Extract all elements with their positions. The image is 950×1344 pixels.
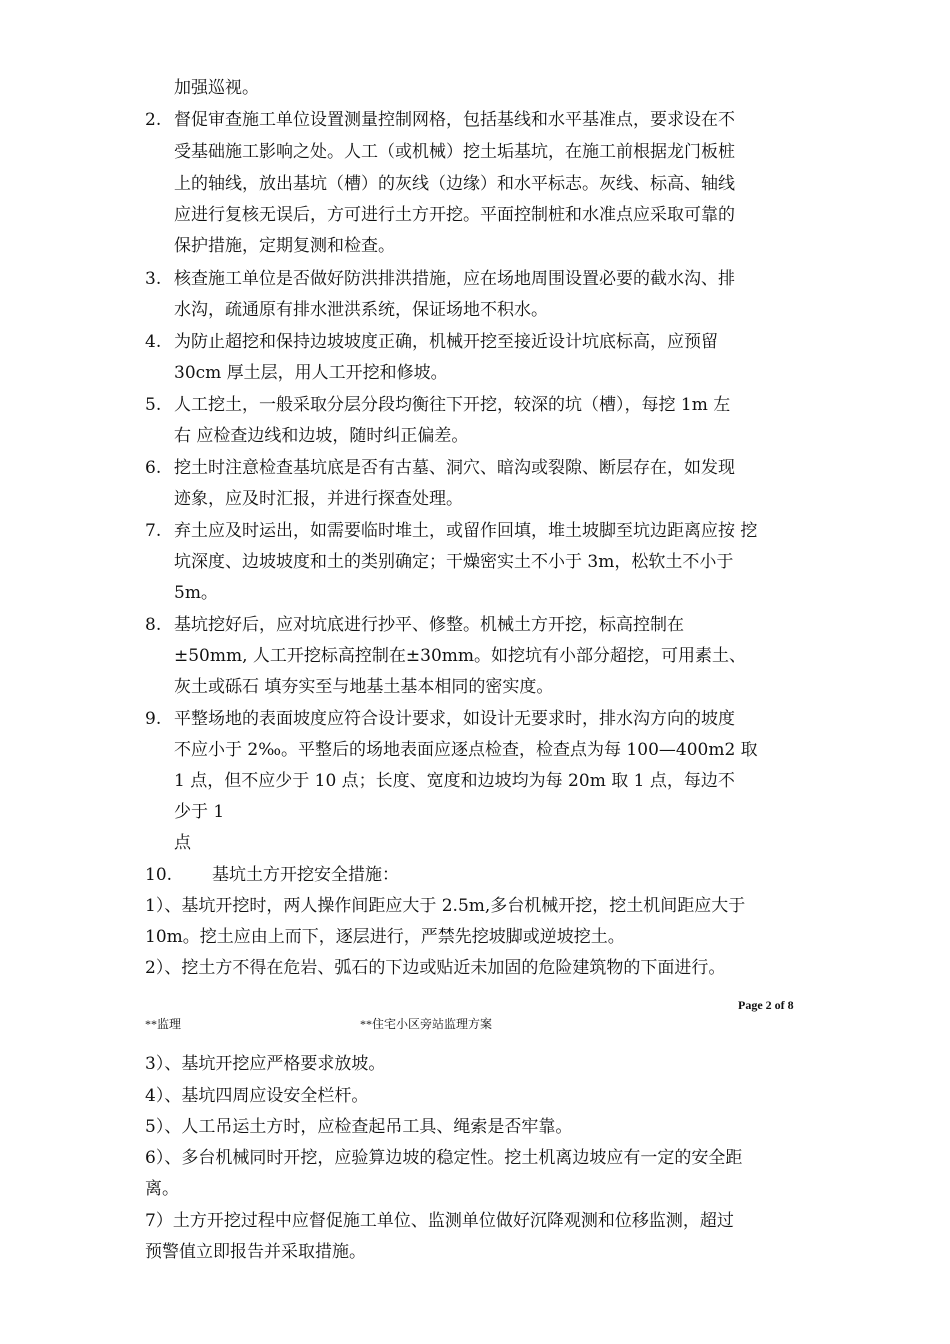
sub-item-line: 1）、基坑开挖时，两人操作间距应大于 2.5m,多台机械开挖，挖土机间距应大于 <box>145 896 746 916</box>
item-number: 6. <box>145 458 162 478</box>
item-line: ±50mm, 人工开挖标高控制在±30mm。如挖坑有小部分超挖，可用素土、 <box>174 646 747 666</box>
sub-item-line: 10m。挖土应由上而下，逐层进行，严禁先挖坡脚或逆坡挖土。 <box>145 927 625 947</box>
item-line: 平整场地的表面坡度应符合设计要求，如设计无要求时，排水沟方向的坡度 <box>174 709 735 729</box>
item-line: 右 应检查边线和边坡，随时纠正偏差。 <box>174 426 469 446</box>
item-line: 少于 1 <box>174 802 225 822</box>
item-number: 3. <box>145 269 162 289</box>
header-title: **住宅小区旁站监理方案 <box>360 1017 493 1031</box>
sub-item-line: 预警值立即报告并采取措施。 <box>145 1242 366 1262</box>
header-left: **监理 <box>145 1017 182 1031</box>
item-line: 点 <box>174 833 191 853</box>
item-number: 2. <box>145 110 162 130</box>
item-number: 5. <box>145 395 162 415</box>
sub-item-line: 离。 <box>145 1179 179 1199</box>
sub-item-line: 6）、多台机械同时开挖，应验算边坡的稳定性。挖土机离边坡应有一定的安全距 <box>145 1148 743 1168</box>
item-number: 9. <box>145 709 162 729</box>
item-line: 坑深度、边坡坡度和土的类别确定；干燥密实土不小于 3m，松软土不小于 <box>174 552 734 572</box>
item-number: 8. <box>145 615 162 635</box>
item-line: 上的轴线，放出基坑（槽）的灰线（边缘）和水平标志。灰线、标高、轴线 <box>174 174 735 194</box>
item-line: 挖土时注意检查基坑底是否有古墓、洞穴、暗沟或裂隙、断层存在，如发现 <box>174 458 735 478</box>
item-line: 弃土应及时运出，如需要临时堆土，或留作回填，堆土坡脚至坑边距离应按 挖 <box>174 521 758 541</box>
item-line: 人工挖土，一般采取分层分段均衡往下开挖，较深的坑（槽），每挖 1m 左 <box>174 395 731 415</box>
item-line: 基坑挖好后，应对坑底进行抄平、修整。机械土方开挖，标高控制在 <box>174 615 684 635</box>
item-line: 为防止超挖和保持边坡坡度正确，机械开挖至接近设计坑底标高，应预留 <box>174 332 718 352</box>
section-title: 基坑土方开挖安全措施： <box>212 865 399 885</box>
item-line: 督促审查施工单位设置测量控制网格，包括基线和水平基准点，要求设在不 <box>174 110 735 130</box>
sub-item-line: 4）、基坑四周应设安全栏杆。 <box>145 1086 369 1106</box>
sub-item-line: 5）、人工吊运土方时，应检查起吊工具、绳索是否牢靠。 <box>145 1117 573 1137</box>
item-line: 水沟，疏通原有排水泄洪系统，保证场地不积水。 <box>174 300 548 320</box>
item-number: 7. <box>145 521 162 541</box>
item-line: 5m。 <box>174 583 218 603</box>
item-line: 30cm 厚土层，用人工开挖和修坡。 <box>174 363 448 383</box>
item-line: 受基础施工影响之处。人工（或机械）挖土垢基坑，在施工前根据龙门板桩 <box>174 142 735 162</box>
item-line: 1 点，但不应少于 10 点；长度、宽度和边坡均为每 20m 取 1 点，每边不 <box>174 771 735 791</box>
item-line: 迹象，应及时汇报，并进行探查处理。 <box>174 489 463 509</box>
item-line: 应进行复核无误后，方可进行土方开挖。平面控制桩和水准点应采取可靠的 <box>174 205 735 225</box>
item-line: 核查施工单位是否做好防洪排洪措施，应在场地周围设置必要的截水沟、排 <box>174 269 735 289</box>
intro-line: 加强巡视。 <box>174 78 259 98</box>
sub-item-line: 2）、挖土方不得在危岩、弧石的下边或贴近未加固的危险建筑物的下面进行。 <box>145 958 726 978</box>
item-line: 保护措施，定期复测和检查。 <box>174 236 395 256</box>
sub-item-line: 3）、基坑开挖应严格要求放坡。 <box>145 1054 386 1074</box>
page-number: Page 2 of 8 <box>738 998 794 1012</box>
item-number: 4. <box>145 332 162 352</box>
item-line: 不应小于 2‰。平整后的场地表面应逐点检查，检查点为每 100—400m2 取 <box>174 740 758 760</box>
item-number: 10. <box>145 865 173 885</box>
item-line: 灰土或砾石 填夯实至与地基土基本相同的密实度。 <box>174 677 554 697</box>
sub-item-line: 7）土方开挖过程中应督促施工单位、监测单位做好沉降观测和位移监测，超过 <box>145 1211 734 1231</box>
